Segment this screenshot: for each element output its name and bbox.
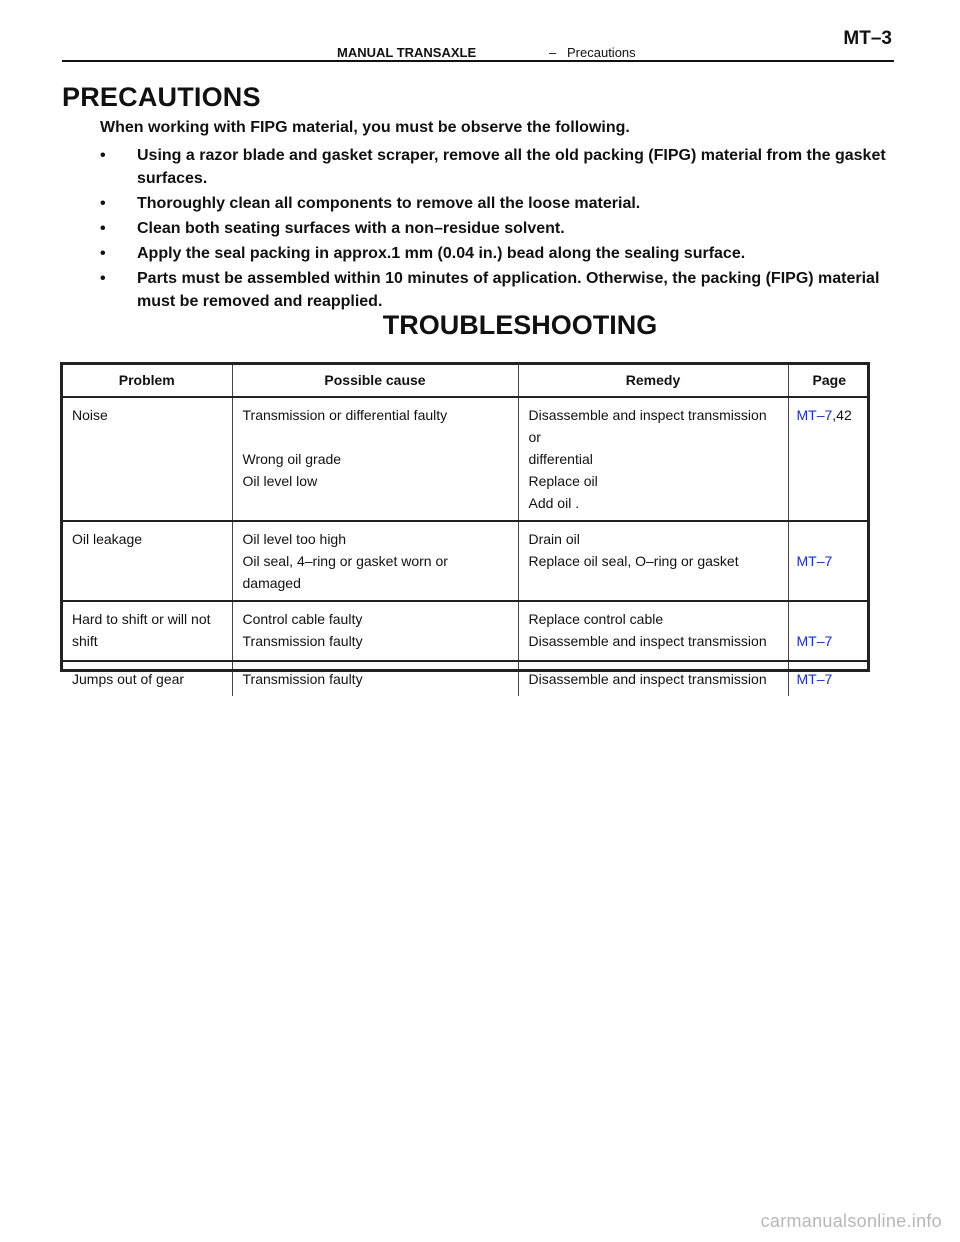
cause-text: Oil level too high [242, 531, 347, 547]
remedy-text: Disassemble and inspect transmission [528, 633, 767, 649]
cause-cell [232, 521, 518, 601]
problem-cell [62, 601, 232, 661]
header-subsection: Precautions [567, 45, 636, 60]
table-row [62, 521, 870, 601]
remedy-text: Disassemble and inspect transmission [528, 671, 767, 687]
troubleshooting-table [62, 364, 870, 696]
problem-text: Oil leakage [72, 531, 143, 547]
cause-cell [232, 397, 518, 521]
cause-cell [232, 601, 518, 661]
bullet-icon: • [100, 245, 106, 262]
remedy-cell [518, 661, 788, 696]
page-link[interactable]: MT–7 [796, 633, 833, 649]
cause-text: Control cable faulty [242, 611, 363, 627]
list-item [100, 242, 890, 265]
problem-text: Hard to shift or will not [72, 611, 211, 627]
column-header-page: Page [788, 364, 870, 397]
cause-text: damaged [242, 575, 301, 591]
bullet-icon: • [100, 270, 106, 287]
remedy-text: Add oil . [528, 495, 580, 511]
page-cell [788, 601, 870, 661]
list-item [100, 192, 890, 215]
page-cell [788, 397, 870, 521]
page-cell [788, 661, 870, 696]
problem-text: Noise [72, 407, 108, 423]
remedy-text: Drain oil [528, 531, 580, 547]
cause-text: Wrong oil grade [242, 451, 342, 467]
page-cell [788, 521, 870, 601]
header-separator: – [549, 45, 557, 60]
table-header-row [62, 364, 870, 397]
cause-text: Oil seal, 4–ring or gasket worn or [242, 553, 448, 569]
page-link[interactable]: MT–7 [796, 407, 833, 423]
list-item-text: Using a razor blade and gasket scraper, remove all the old packing (FIPG) material from the gasket surfaces. [137, 147, 886, 187]
column-header-problem: Problem [62, 364, 232, 397]
watermark-text: carmanualsonline.info [760, 1211, 942, 1231]
list-item-text: Parts must be assembled within 10 minutes of application. Otherwise, the packing (FIPG) material must be removed and reapplied. [137, 270, 880, 310]
page-extra: ,42 [832, 407, 852, 423]
page-header [62, 26, 894, 62]
list-item-text: Thoroughly clean all components to remove all the loose material. [137, 195, 641, 212]
problem-cell [62, 521, 232, 601]
cause-text: Transmission or differential faulty [242, 407, 448, 423]
bullet-icon: • [100, 220, 106, 237]
problem-cell [62, 661, 232, 696]
table-row [62, 397, 870, 521]
remedy-cell [518, 397, 788, 521]
cause-cell [232, 661, 518, 696]
list-item [100, 267, 890, 313]
list-item-text: Apply the seal packing in approx.1 mm (0.04 in.) bead along the sealing surface. [137, 245, 746, 262]
column-header-possible-cause: Possible cause [232, 364, 518, 397]
cause-text: Transmission faulty [242, 671, 363, 687]
problem-cell [62, 397, 232, 521]
cause-text: Oil level low [242, 473, 318, 489]
precautions-list [100, 144, 890, 315]
column-header-remedy: Remedy [518, 364, 788, 397]
remedy-text: Replace oil [528, 473, 598, 489]
header-page-number: MT–3 [843, 28, 892, 49]
precautions-intro: When working with FIPG material, you must be observe the following. [100, 119, 630, 136]
list-item [100, 144, 890, 190]
remedy-text: Replace control cable [528, 611, 664, 627]
remedy-cell [518, 521, 788, 601]
list-item-text: Clean both seating surfaces with a non–residue solvent. [137, 220, 565, 237]
cause-text: Transmission faulty [242, 633, 363, 649]
page-link[interactable]: MT–7 [796, 553, 833, 569]
page-link[interactable]: MT–7 [796, 671, 833, 687]
header-section-title: MANUAL TRANSAXLE [337, 45, 477, 60]
table-row [62, 661, 870, 696]
list-item [100, 217, 890, 240]
bullet-icon: • [100, 147, 106, 164]
remedy-text: Replace oil seal, O–ring or gasket [528, 553, 739, 569]
troubleshooting-heading: TROUBLESHOOTING [382, 310, 658, 340]
precautions-heading: PRECAUTIONS [62, 82, 261, 112]
bullet-icon: • [100, 195, 106, 212]
remedy-text: Disassemble and inspect transmission or [528, 407, 767, 445]
remedy-text: differential [528, 451, 593, 467]
table-row [62, 601, 870, 661]
problem-text: shift [72, 633, 98, 649]
problem-text: Jumps out of gear [72, 671, 185, 687]
remedy-cell [518, 601, 788, 661]
